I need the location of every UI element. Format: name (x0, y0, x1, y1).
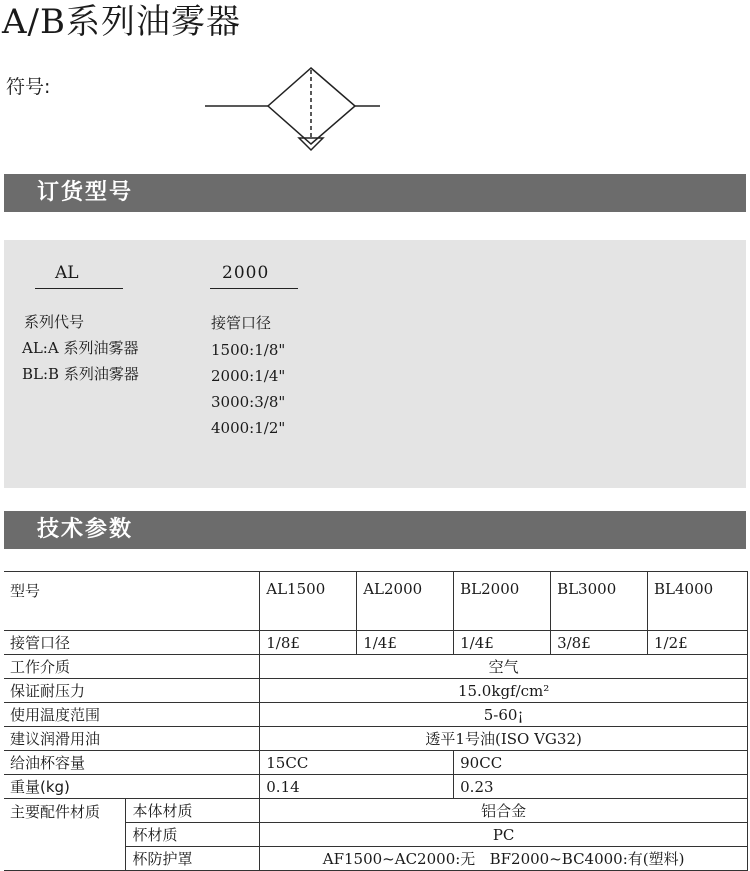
material-label: 主要配件材质 (4, 799, 126, 871)
capacity-value-a: 15CC (260, 751, 454, 775)
model-cell: AL1500 (260, 572, 357, 631)
capacity-value-b: 90CC (454, 751, 748, 775)
port-item: 4000:1/2" (211, 419, 286, 437)
series-item: BL:B 系列油雾器 (22, 365, 139, 383)
series-heading: 系列代号 (24, 313, 85, 331)
title-main: 系列油雾器 (66, 2, 241, 42)
port-item: 3000:3/8" (211, 393, 286, 411)
model-cell: BL4000 (648, 572, 748, 631)
lubricator-symbol-icon (205, 66, 385, 156)
body-material-value: 铝合金 (260, 799, 748, 823)
table-row (4, 679, 748, 703)
cup-guard-value: AF1500~AC2000:无 BF2000~BC4000:有(塑料) (260, 847, 748, 871)
port-size-cell: 1/8£ (260, 631, 357, 655)
port-code: 2000 (210, 263, 298, 289)
spec-banner: 技术参数 (4, 511, 746, 549)
page-title (2, 2, 241, 42)
temperature-label: 使用温度范围 (4, 703, 260, 727)
weight-label: 重量(kg) (4, 775, 260, 799)
title-prefix: A/B (2, 2, 66, 42)
temperature-value: 5-60¡ (260, 703, 748, 727)
spec-table (4, 571, 748, 871)
weight-value-b: 0.23 (454, 775, 748, 799)
medium-value: 空气 (260, 655, 748, 679)
port-size-cell: 3/8£ (551, 631, 648, 655)
table-row (4, 799, 748, 823)
order-banner: 订货型号 (4, 174, 746, 212)
capacity-label: 给油杯容量 (4, 751, 260, 775)
table-row (4, 703, 748, 727)
body-material-label: 本体材质 (126, 799, 260, 823)
port-size-cell: 1/2£ (648, 631, 748, 655)
medium-label: 工作介质 (4, 655, 260, 679)
model-cell: AL2000 (357, 572, 454, 631)
port-heading: 接管口径 (211, 314, 272, 332)
cup-material-label: 杯材质 (126, 823, 260, 847)
table-row (4, 572, 748, 631)
port-item: 1500:1/8" (211, 341, 286, 359)
model-cell: BL3000 (551, 572, 648, 631)
table-row (4, 727, 748, 751)
model-label: 型号 (4, 572, 260, 631)
weight-value-a: 0.14 (260, 775, 454, 799)
symbol-label: 符号: (6, 76, 51, 98)
series-item: AL:A 系列油雾器 (22, 339, 139, 357)
oil-value: 透平1号油(ISO VG32) (260, 727, 748, 751)
port-size-cell: 1/4£ (357, 631, 454, 655)
table-row (4, 631, 748, 655)
table-row (4, 775, 748, 799)
port-item: 2000:1/4" (211, 367, 286, 385)
table-row (4, 751, 748, 775)
table-row (4, 655, 748, 679)
port-size-cell: 1/4£ (454, 631, 551, 655)
port-size-label: 接管口径 (4, 631, 260, 655)
model-cell: BL2000 (454, 572, 551, 631)
pressure-value: 15.0kgf/cm² (260, 679, 748, 703)
pressure-label: 保证耐压力 (4, 679, 260, 703)
oil-label: 建议润滑用油 (4, 727, 260, 751)
cup-guard-label: 杯防护罩 (126, 847, 260, 871)
series-code: AL (35, 263, 123, 289)
cup-material-value: PC (260, 823, 748, 847)
